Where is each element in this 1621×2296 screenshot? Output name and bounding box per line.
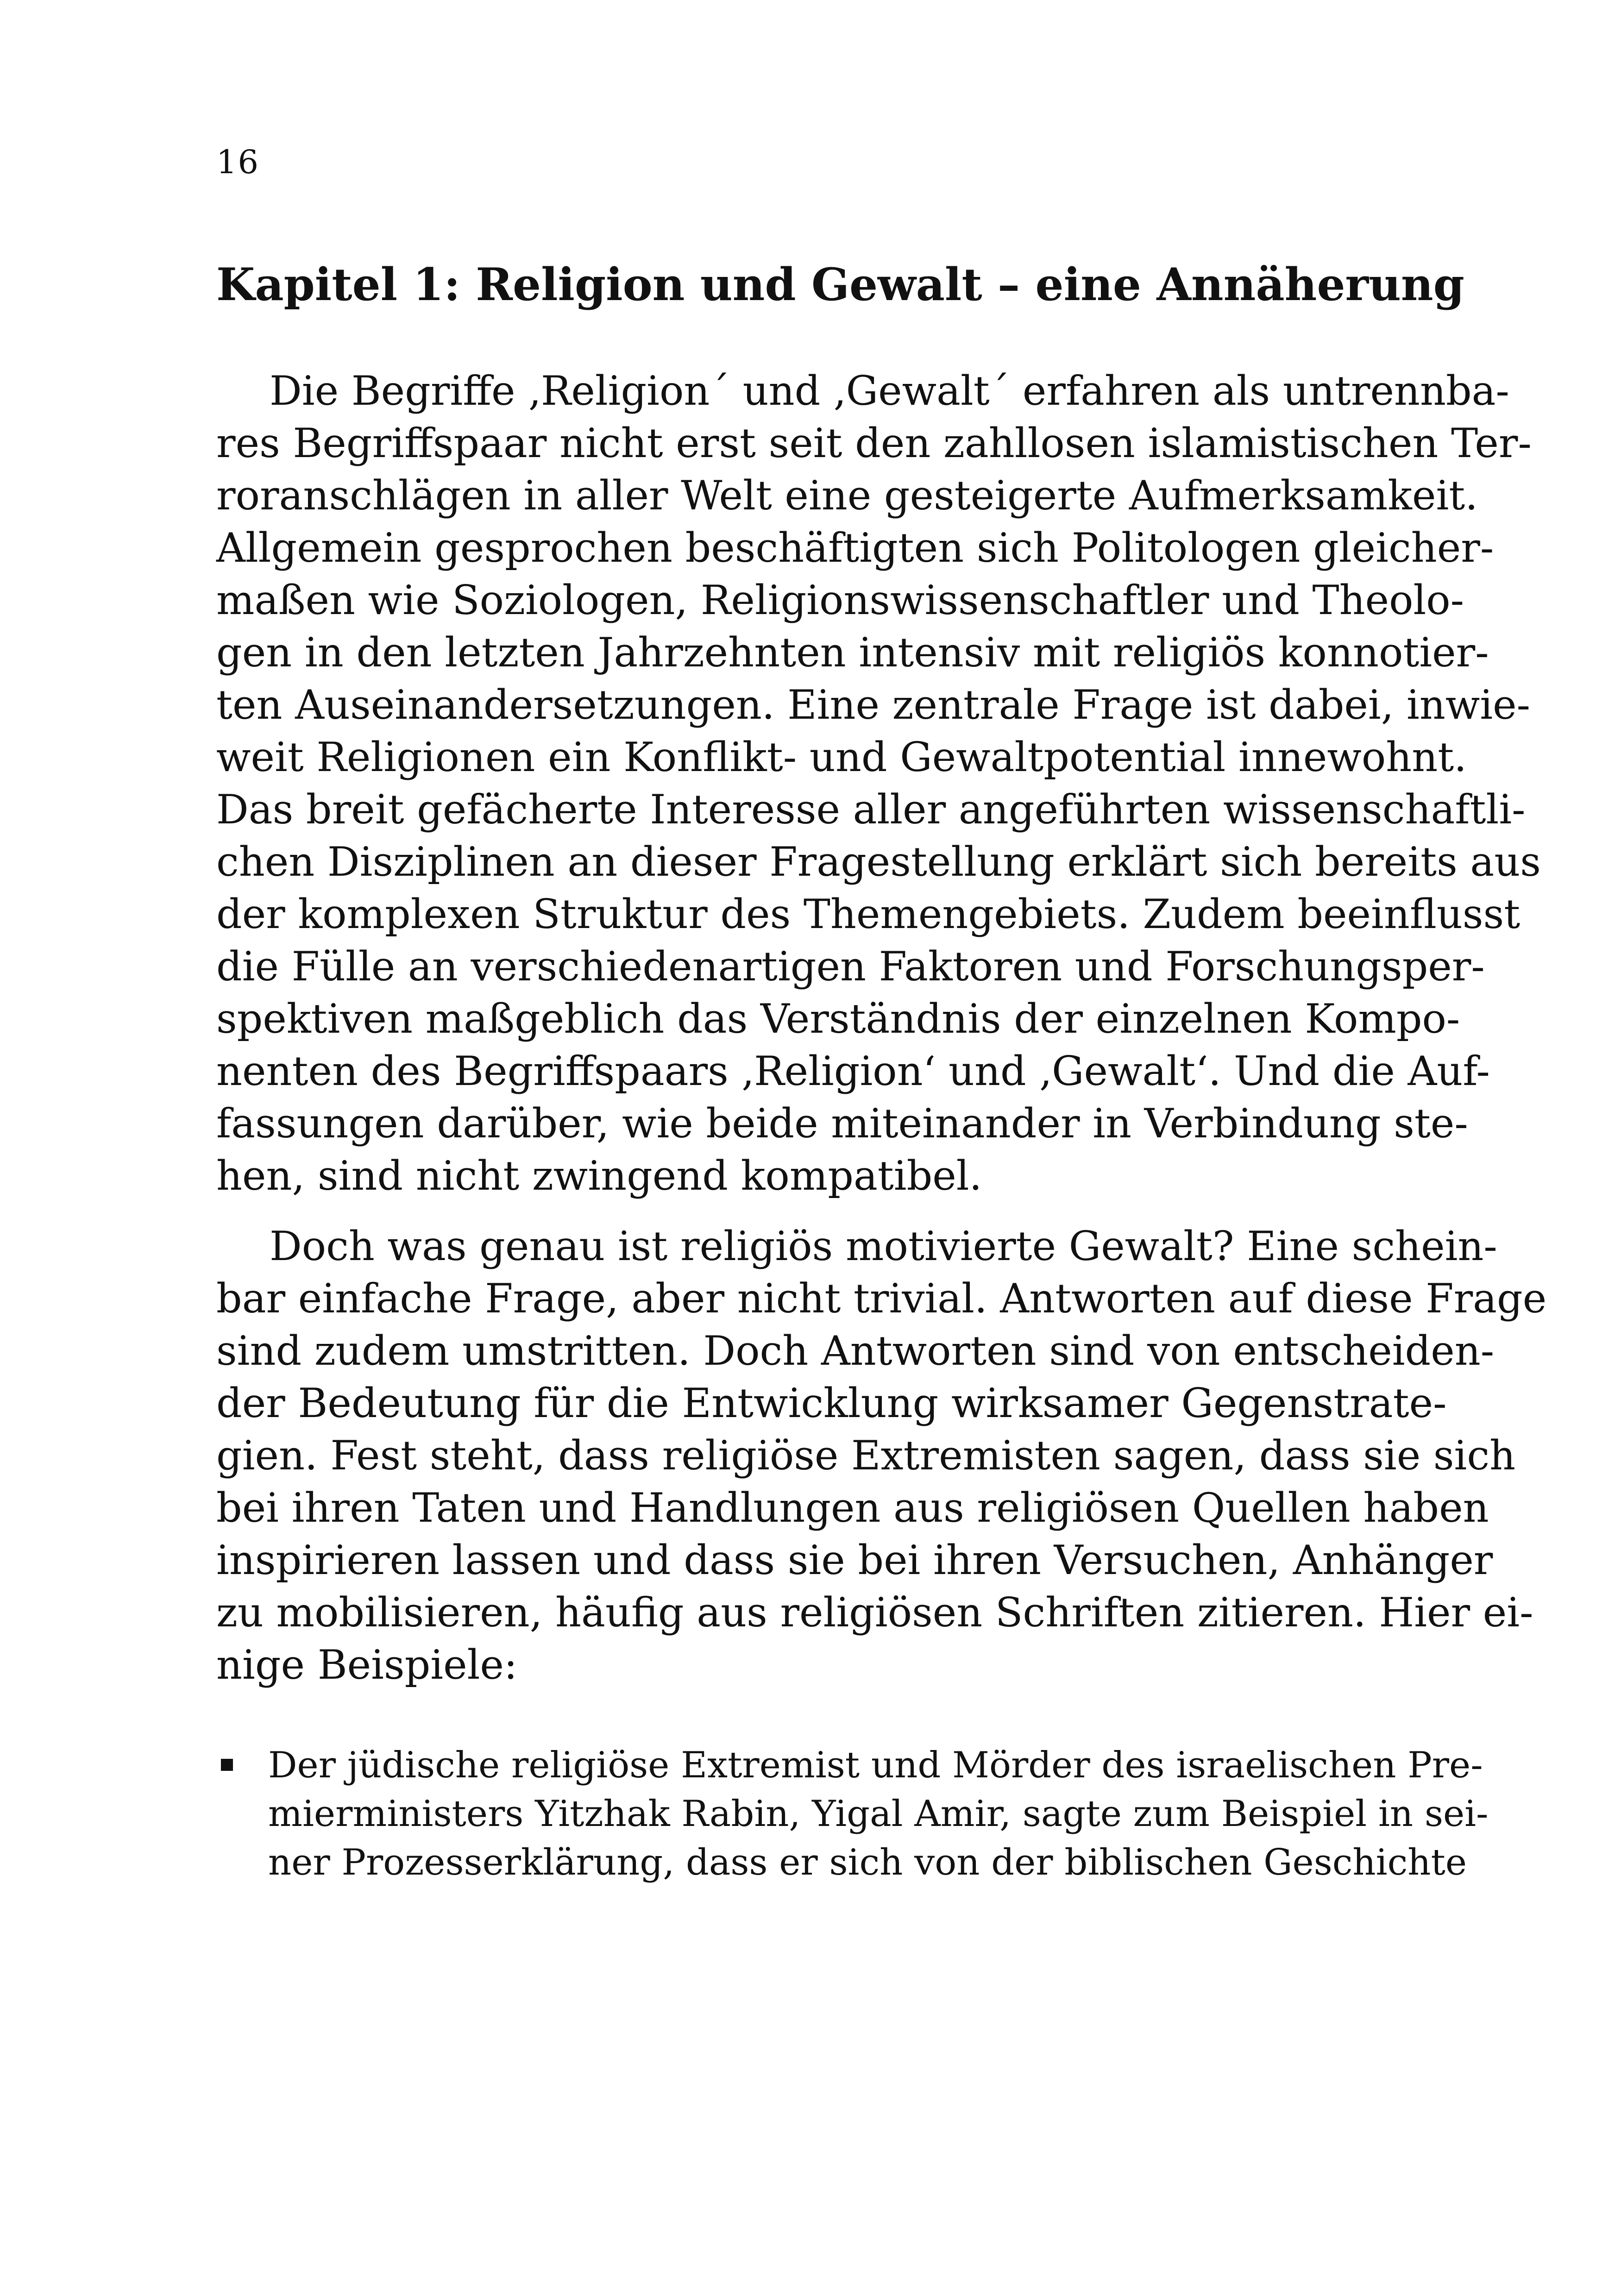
text-line: gien. Fest steht, dass religiöse Extremisten sagen, dass sie sich	[216, 1432, 1516, 1479]
text-line: Das breit gefächerte Interesse aller angeführten wissenschaftli-	[216, 786, 1526, 833]
text-line: die Fülle an verschiedenartigen Faktoren und Forschungsper-	[216, 943, 1485, 990]
text-line: der Bedeutung für die Entwicklung wirksamer Gegenstrate-	[216, 1380, 1447, 1427]
text-line: ten Auseinandersetzungen. Eine zentrale Frage ist dabei, inwie-	[216, 681, 1531, 728]
text-line: res Begriffspaar nicht erst seit den zahllosen islamistischen Ter-	[216, 420, 1532, 467]
text-line: chen Disziplinen an dieser Fragestellung erklärt sich bereits aus	[216, 838, 1541, 885]
text-line: roranschlägen in aller Welt eine gesteigerte Aufmerksamkeit.	[216, 472, 1478, 519]
text-line: sind zudem umstritten. Doch Antworten sind von entscheiden-	[216, 1327, 1495, 1374]
text-line: fassungen darüber, wie beide miteinander in Verbindung ste-	[216, 1100, 1468, 1147]
text-line: ner Prozesserklärung, dass er sich von der biblischen Geschichte	[268, 1842, 1467, 1883]
text-line: gen in den letzten Jahrzehnten intensiv mit religiös konnotier-	[216, 629, 1489, 676]
text-line: hen, sind nicht zwingend kompatibel.	[216, 1152, 982, 1199]
text-line: nige Beispiele:	[216, 1641, 518, 1688]
page-number: 16	[216, 143, 260, 181]
text-line: Der jüdische religiöse Extremist und Mörder des israelischen Pre-	[268, 1744, 1483, 1786]
text-line: Doch was genau ist religiös motivierte Gewalt? Eine schein-	[270, 1223, 1497, 1270]
text-line: der komplexen Struktur des Themengebiets. Zudem beeinflusst	[216, 891, 1520, 938]
text-line: inspirieren lassen und dass sie bei ihren Versuchen, Anhänger	[216, 1537, 1493, 1584]
text-line: Allgemein gesprochen beschäftigten sich Politologen gleicher-	[216, 524, 1494, 571]
chapter-title: Kapitel 1: Religion und Gewalt – eine Annäherung	[216, 258, 1464, 311]
text-line: maßen wie Soziologen, Religionswissenschaftler und Theolo-	[216, 577, 1464, 624]
text-line: zu mobilisieren, häufig aus religiösen Schriften zitieren. Hier ei-	[216, 1589, 1533, 1636]
text-line: nenten des Begriffspaars ‚Religion‘ und ‚Gewalt‘. Und die Auf-	[216, 1048, 1490, 1095]
paragraph-question	[216, 1220, 1547, 1691]
text-line: bei ihren Taten und Handlungen aus religiösen Quellen haben	[216, 1484, 1489, 1531]
text-line: spektiven maßgeblich das Verständnis der einzelnen Kompo-	[216, 995, 1460, 1042]
text-line: weit Religionen ein Konflikt- und Gewaltpotential innewohnt.	[216, 734, 1467, 781]
text-line: bar einfache Frage, aber nicht trivial. Antworten auf diese Frage	[216, 1275, 1547, 1322]
text-line: mierministers Yitzhak Rabin, Yigal Amir, sagte zum Beispiel in sei-	[268, 1793, 1489, 1835]
paragraph-intro	[216, 365, 1541, 1202]
bullet-text	[268, 1741, 1489, 1887]
square-bullet-icon	[221, 1759, 233, 1771]
text-line: Die Begriffe ‚Religion´ und ‚Gewalt´ erfahren als untrennba-	[270, 367, 1509, 414]
